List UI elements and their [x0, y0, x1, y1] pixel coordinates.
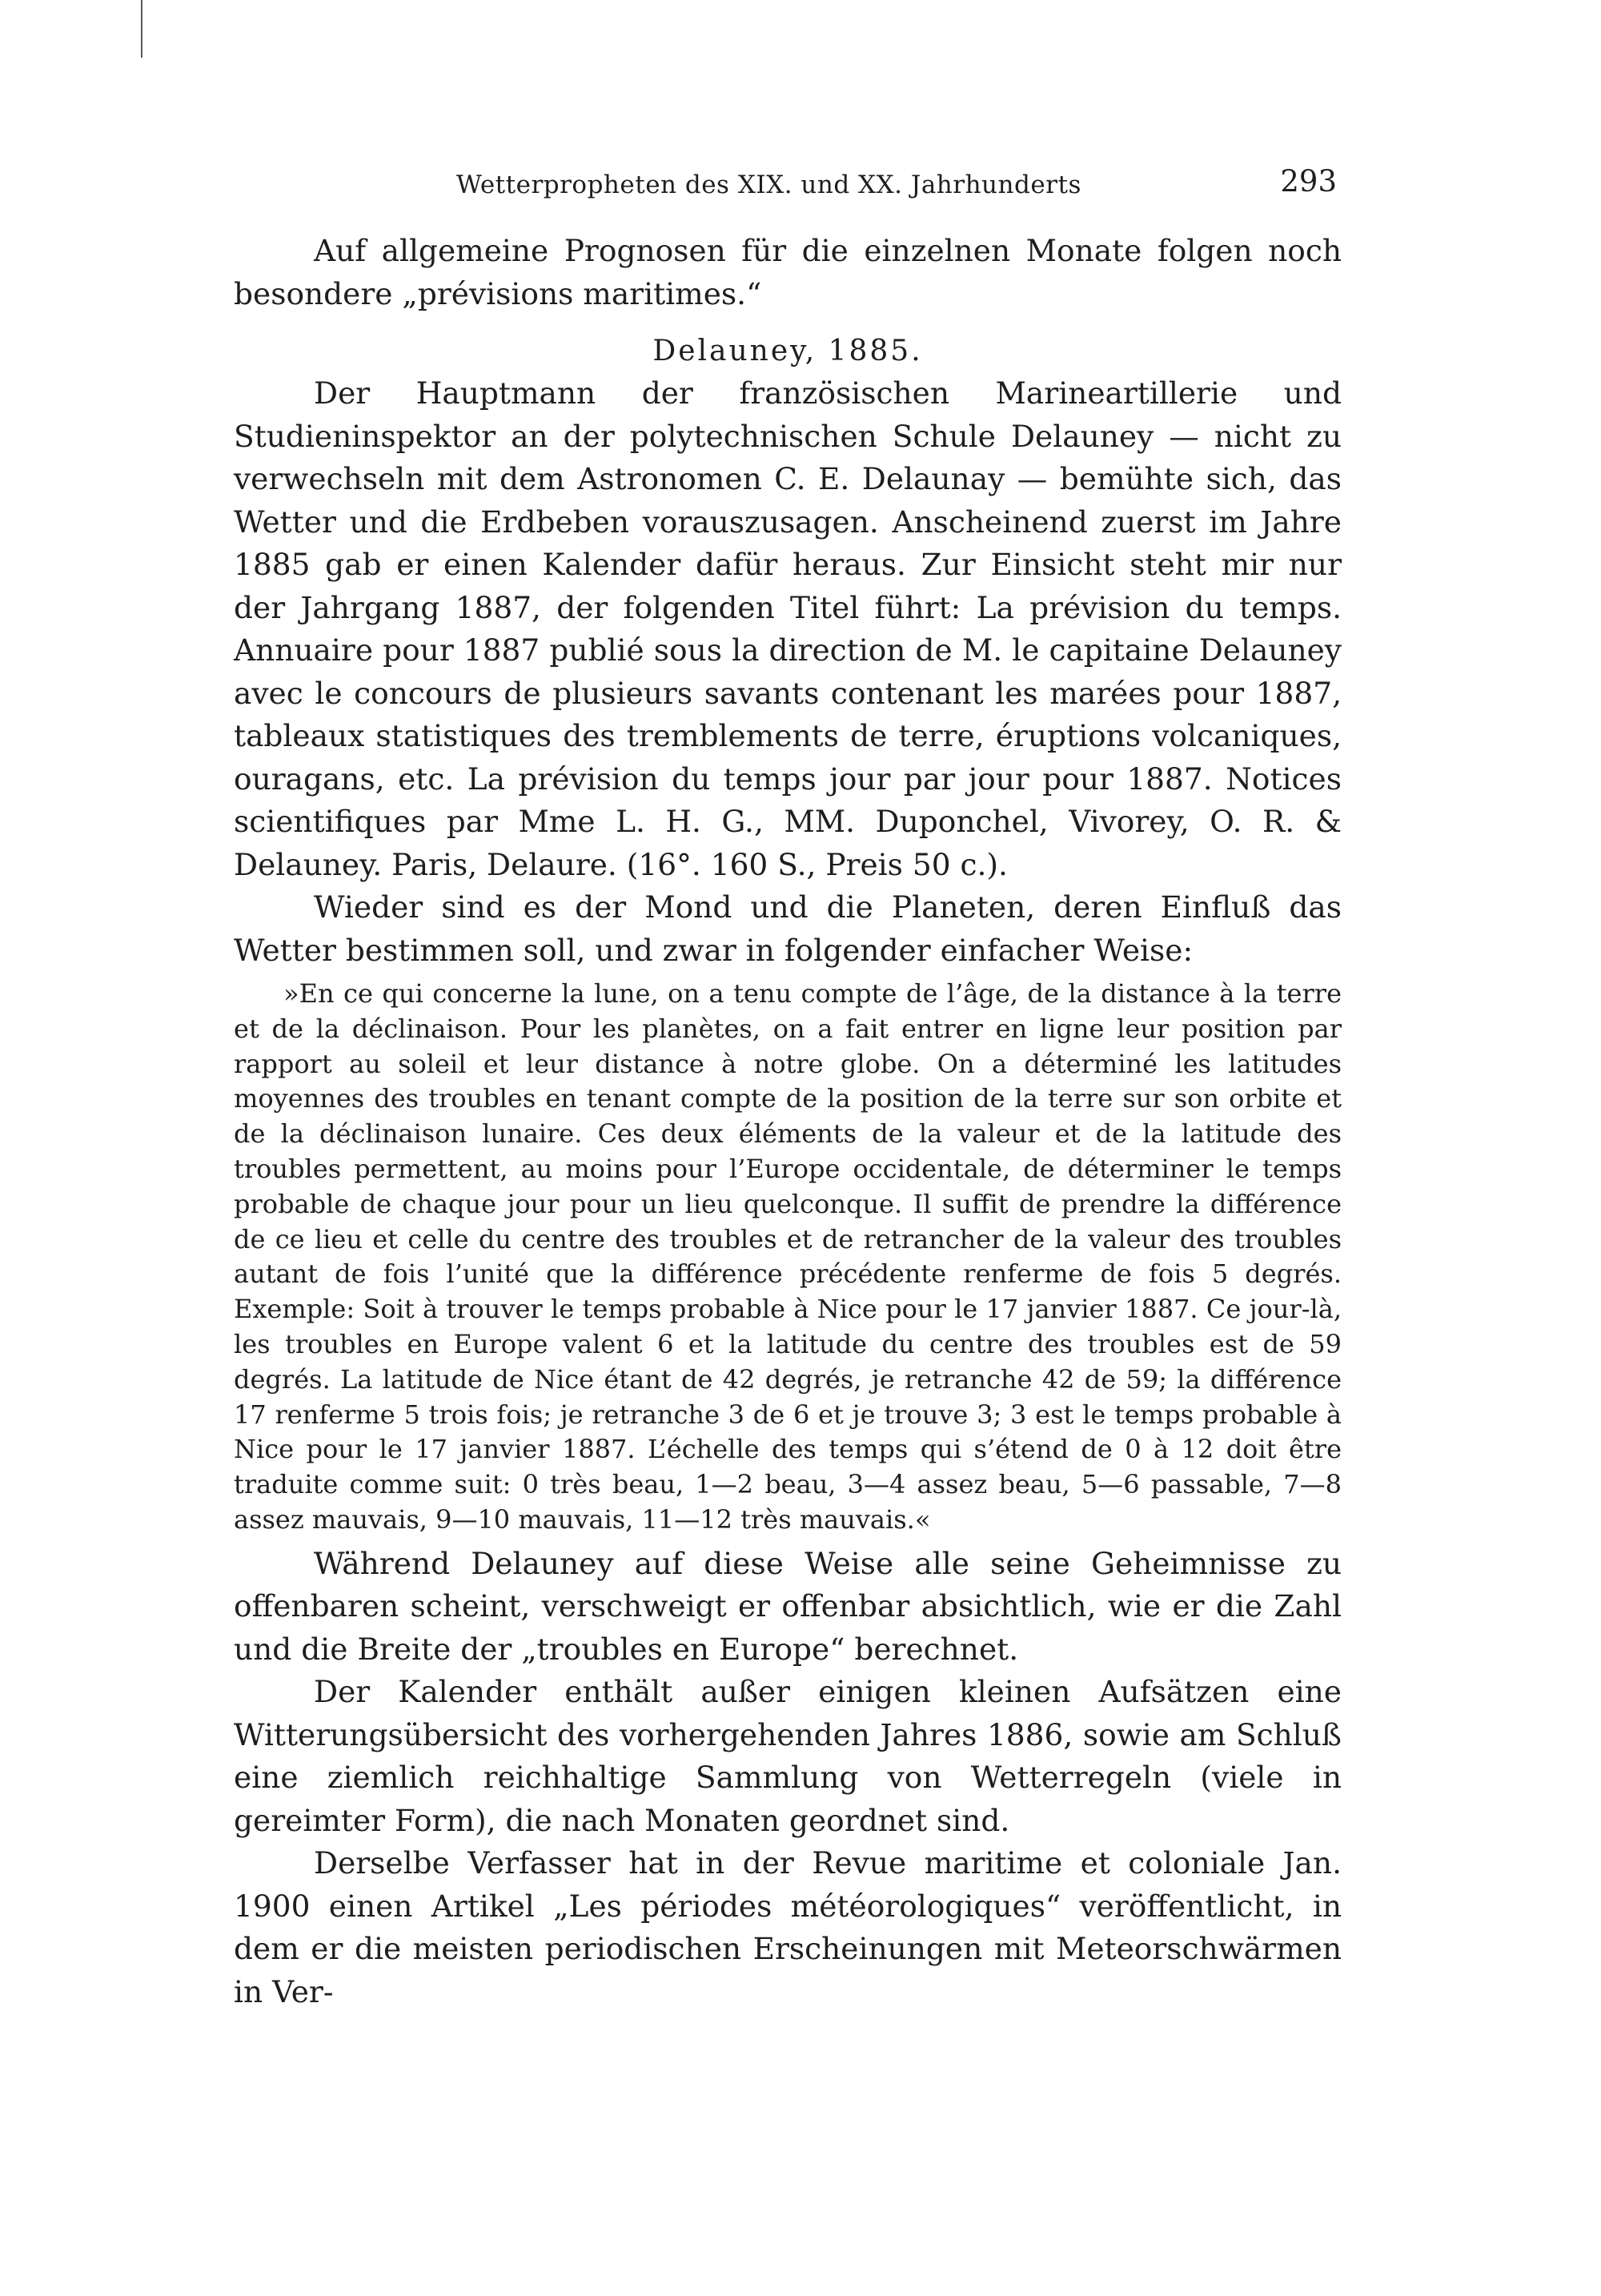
- block-quote: »En ce qui concerne la lune, on a tenu compte de l’âge, de la distance à la terre et de la déclinaison. Pour les planètes, on a fait entrer en ligne leur position par rapport au soleil et leur distance à notre globe. On a déterminé les latitudes moyennes des troubles en tenant compte de la position de la terre sur son orbite et de la déclinaison lunaire. Ces deux éléments de la valeur et de la latitude des troubles permettent, au moins pour l’Europe occidentale, de déterminer le temps probable de chaque jour pour un lieu quelconque. Il suffit de prendre la différence de ce lieu et celle du centre des troubles et de retrancher de la valeur des troubles autant de fois l’unité que la différence précédente renferme de fois 5 degrés. Exemple: Soit à trouver le temps probable à Nice pour le 17 janvier 1887. Ce jour-là, les troubles en Europe valent 6 et la latitude du centre des troubles est de 59 degrés. La latitude de Nice étant de 42 degrés, je retranche 42 de 59; la différence 17 renferme 5 trois fois; je retranche 3 de 6 et je trouve 3; 3 est le temps probable à Nice pour le 17 janvier 1887. L’échelle des temps qui s’étend de 0 à 12 doit être traduite comme suit: 0 très beau, 1—2 beau, 3—4 assez beau, 5—6 passable, 7—8 assez mauvais, 9—10 mauvais, 11—12 très mauvais.«: [234, 978, 1342, 1535]
- page-number: 293: [1280, 164, 1337, 199]
- running-title: Wetterpropheten des XIX. und XX. Jahrhunderts: [456, 171, 1081, 199]
- page-header: [232, 164, 1337, 212]
- paragraph-5: Der Kalender enthält außer einigen kleinen Aufsätzen eine Witterungsübersicht des vorhergehenden Jahres 1886, sowie am Schluß eine ziemlich reichhaltige Sammlung von Wetterregeln (viele in gereimter Form), die nach Monaten geordnet sind.: [234, 1674, 1342, 1838]
- text-column: [234, 230, 1342, 2013]
- paragraph-3: Wieder sind es der Mond und die Planeten, deren Einfluß das Wetter bestimmen soll, und zwar in folgender einfacher Weise:: [234, 889, 1342, 968]
- paragraph-2: Der Hauptmann der französischen Marineartillerie und Studieninspektor an der polytechnischen Schule Delauney — nicht zu verwechseln mit dem Astronomen C. E. Delaunay — bemühte sich, das Wetter und die Erdbeben vorauszusagen. Anscheinend zuerst im Jahre 1885 gab er einen Kalender dafür heraus. Zur Einsicht steht mir nur der Jahrgang 1887, der folgenden Titel führt: La prévision du temps. Annuaire pour 1887 publié sous la direction de M. le capitaine Delauney avec le concours de plusieurs savants contenant les marées pour 1887, tableaux statistiques des tremblements de terre, éruptions volcaniques, ouragans, etc. La prévision du temps jour par jour pour 1887. Notices scientifiques par Mme L. H. G., MM. Duponchel, Vivorey, O. R. & Delauney. Paris, Delaure. (16°. 160 S., Preis 50 c.).: [234, 375, 1342, 882]
- section-heading: Delauney, 1885.: [652, 335, 923, 367]
- paragraph-1: Auf allgemeine Prognosen für die einzelnen Monate folgen noch besondere „prévisions maritimes.“: [234, 233, 1342, 311]
- paragraph-6: Derselbe Verfasser hat in der Revue maritime et coloniale Jan. 1900 einen Artikel „Les périodes météorologiques“ veröffentlicht, in dem er die meisten periodischen Erscheinungen mit Meteorschwärmen in Ver-: [234, 1845, 1342, 2009]
- scan-margin-line: [141, 0, 142, 58]
- paragraph-4: Während Delauney auf diese Weise alle seine Geheimnisse zu offenbaren scheint, verschweigt er offenbar absichtlich, wie er die Zahl und die Breite der „troubles en Europe“ berechnet.: [234, 1545, 1342, 1667]
